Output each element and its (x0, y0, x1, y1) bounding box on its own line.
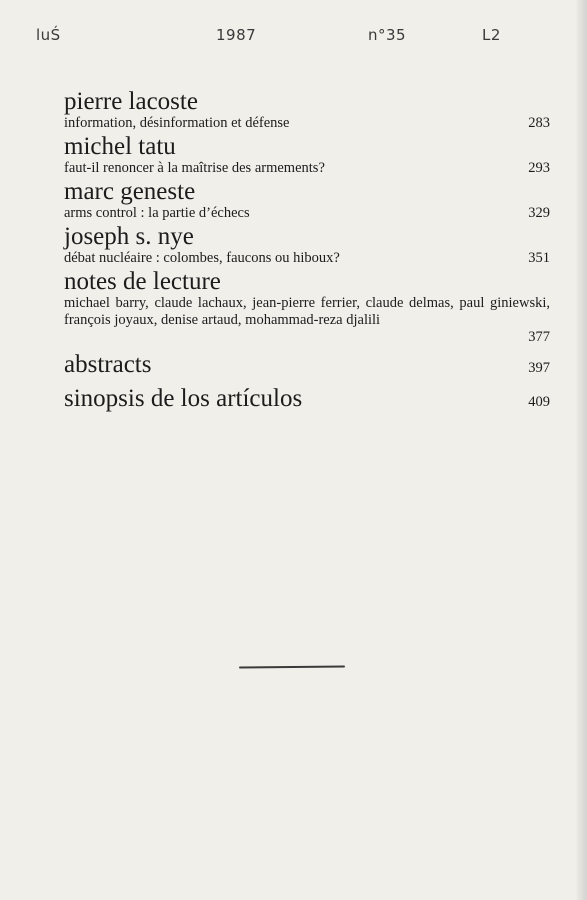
handwritten-note-4: L2 (482, 26, 501, 44)
toc-row (64, 205, 550, 221)
toc-entry (64, 178, 550, 221)
table-of-contents (64, 88, 550, 413)
handwritten-note-number: n°35 (368, 26, 407, 44)
toc-title: information, désinformation et défense (64, 115, 290, 131)
handwritten-note-1: luŚ (36, 26, 61, 44)
toc-page-number: 409 (528, 394, 550, 410)
toc-page-number: 351 (528, 250, 550, 266)
toc-entry (64, 223, 550, 266)
toc-author: michel tatu (64, 133, 176, 160)
end-divider-rule (239, 666, 345, 669)
toc-page-number: 377 (528, 329, 550, 345)
toc-entry (64, 88, 550, 131)
toc-row (64, 250, 550, 266)
toc-entry (64, 133, 550, 176)
notes-heading: notes de lecture (64, 268, 221, 295)
notes-authors: michael barry, claude lachaux, jean-pierre ferrier, claude delmas, paul giniewski, françois joyaux, denise artaud, mohammad-reza djalili (64, 295, 550, 328)
toc-title: arms control : la partie d’échecs (64, 205, 250, 221)
handwritten-note-year: 1987 (216, 26, 257, 44)
toc-author: marc geneste (64, 178, 196, 205)
toc-row (64, 115, 550, 131)
toc-row (64, 160, 550, 176)
sinopsis-title: sinopsis de los artículos (64, 385, 303, 412)
toc-title: débat nucléaire : colombes, faucons ou hiboux? (64, 250, 340, 266)
toc-page-number: 293 (528, 160, 550, 176)
toc-page-number: 283 (528, 115, 550, 131)
toc-author: joseph s. nye (64, 223, 194, 250)
abstracts-title: abstracts (64, 351, 152, 378)
page-edge-shadow (575, 0, 587, 900)
toc-notes-section (64, 268, 550, 345)
toc-page-number: 329 (528, 205, 550, 221)
toc-page-number: 397 (528, 360, 550, 376)
toc-sinopsis (64, 385, 550, 413)
toc-title: faut-il renoncer à la maîtrise des armements? (64, 160, 325, 176)
toc-abstracts (64, 351, 550, 379)
toc-author: pierre lacoste (64, 88, 198, 115)
